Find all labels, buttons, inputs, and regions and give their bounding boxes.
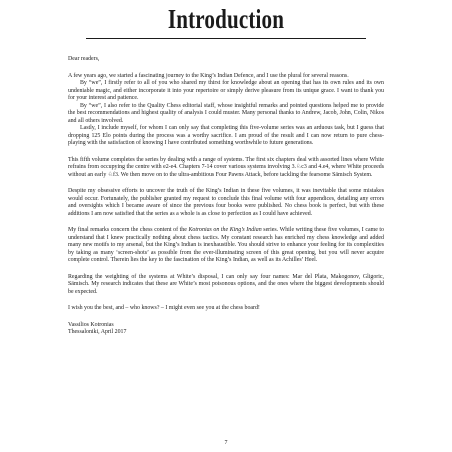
paragraph-6: Despite my obsessive efforts to uncover the truth of the King’s Indian in these five volumes, it was inevitable that some mistakes would occur. Fortunately, the publisher granted my request to conclude this final volume with four appendices, detailing any errors and oversights which I became aware of since the previous four books were published. No chess book is perfect, but with these additions I am now satisfied that the series as a whole is as close to perfection as I could have achieved. <box>68 188 384 217</box>
series-title: Kotronias on the King’s Indian <box>188 227 262 233</box>
paragraph-9: I wish you the best, and – who knows? – I might even see you at the chess board! <box>68 305 260 311</box>
paragraph-8: Regarding the weighting of the systems at White’s disposal, I can only say four names: Mar del Plata, Makogonov, Gligoric, Sämisch. My research indicates that these are White’s most poisonous options, and the ones where the biggest developments should be expected. <box>68 273 384 295</box>
author-name: Vassilios Kotronias <box>68 321 114 328</box>
paragraph-7-rest: series. While writing these five volumes, I came to understand that I knew practically nothing about chess tactics. My constant research has enriched my chess knowledge and added many new motifs to my arsenal, but the King’s Indian is inexhaustible. You should strive to enhance your feeling for its complexities by taking as many ‘screen-shots’ as possible from the ever-illuminating screen of this great opening, but you will never acquire complete control. Therein lies the key to the fascination of the King’s Indian, as well as its Achilles’ Heel. <box>68 227 384 263</box>
salutation: Dear readers, <box>68 56 100 62</box>
paragraph-2: By “we”, I firstly refer to all of you who shared my thirst for knowledge about an opening that has its own rules and its own undeniable magic, and either incorporate it into your repertoire or simply derive pleasure from its unique grace. I want to thank you for your interest and patience. <box>68 80 384 101</box>
page-title: Introduction <box>167 4 285 34</box>
paragraph-7-start: My final remarks concern the chess content of the <box>68 227 189 233</box>
body-text <box>68 56 384 337</box>
title-rule <box>86 38 366 39</box>
paragraph-1: A few years ago, we started a fascinating journey to the King’s Indian Defence, and I use the plural for several reasons. <box>68 72 349 79</box>
paragraph-3: By “we”, I also refer to the Quality Chess editorial staff, whose insightful remarks and pointed questions helped me to provide the best recommendations and highest quality of analysis I could muster. Many personal thanks to Andrew, Jacob, John, Colin, Nikos and all others involved. <box>68 102 384 124</box>
page-number: 7 <box>224 440 228 446</box>
paragraph-4: Lastly, I include myself, for whom I can only say that completing this five-volume series was an arduous task, but I guess that dropping 125 Elo points during the process was a worthy sacrifice. I am proud of the result and I can now return to pure chess-playing with the satisfaction of knowing I have contributed something worthwhile to future generations. <box>68 125 384 146</box>
signature <box>68 322 384 337</box>
paragraph-5: This fifth volume completes the series by dealing with a range of systems. The first six chapters deal with assorted lines where White refrains from occupying the centre with e2-e4. Chapters 7-14 cover various systems involving 3.♘c3 and 4.e4, where White proceeds without an early ♘f3. We then move on to the ultra-ambitious Four Pawns Attack, before tackling the fearsome Sämisch System. <box>68 156 384 178</box>
paragraph-7 <box>68 227 384 265</box>
place-date: Thessaloniki, April 2017 <box>68 329 127 335</box>
